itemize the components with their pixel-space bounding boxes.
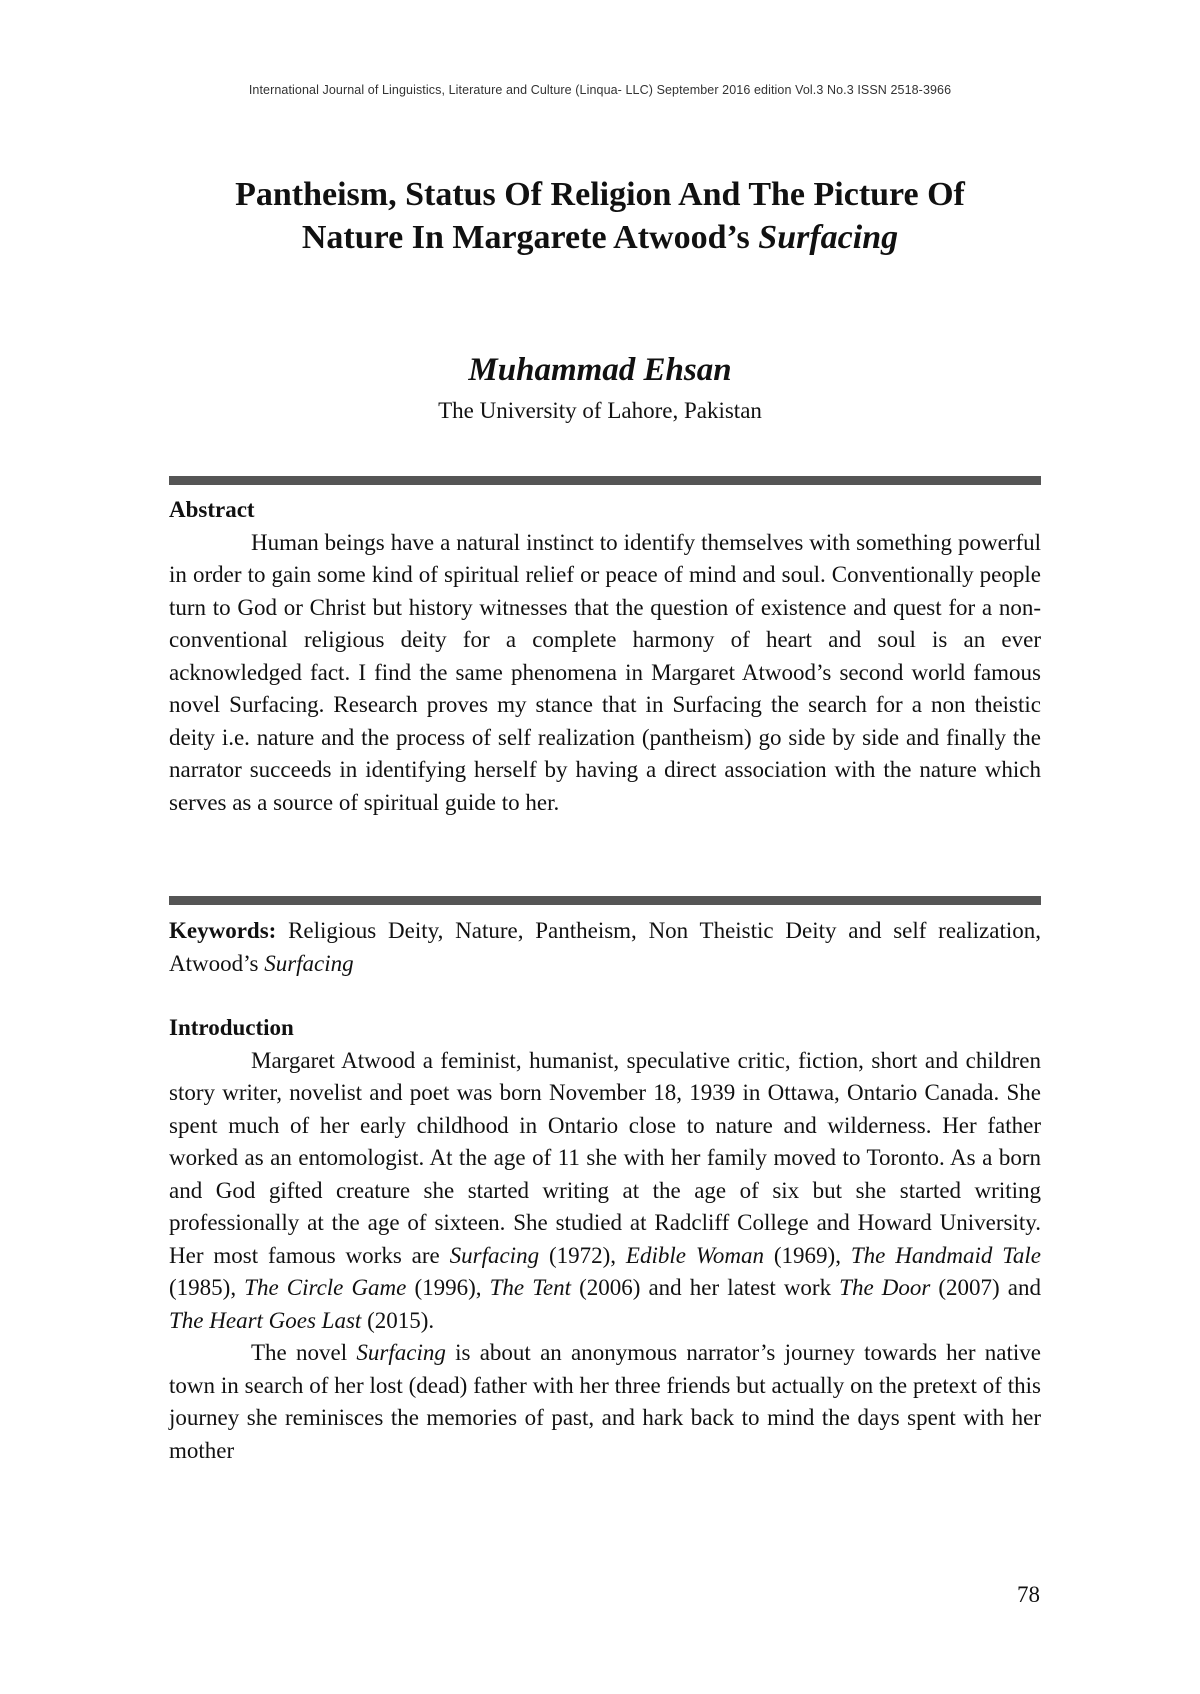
text-run: (1969), (764, 1242, 851, 1268)
title-line-1: Pantheism, Status Of Religion And The Picture Of (235, 176, 965, 213)
introduction-heading: Introduction (169, 1015, 294, 1040)
abstract-text: Human beings have a natural instinct to identify themselves with something powerful in order to gain some kind of spiritual relief or peace of mind and soul. Conventionally people turn to God or Christ but history witnesses that the question of existence and quest for a non-conventional religious deity for a complete harmony of heart and soul is an ever acknowledged fact. I find the same phenomena in Margaret Atwood’s second world famous novel Surfacing. Research proves my stance that in Surfacing the search for a non theistic deity i.e. nature and the process of self realization (pantheism) go side by side and finally the narrator succeeds in identifying herself by having a direct association with the nature which serves as a source of spiritual guide to her. (169, 529, 1041, 815)
abstract-heading: Abstract (169, 497, 255, 522)
keywords-text (169, 915, 1041, 980)
author-name: Muhammad Ehsan (468, 352, 732, 388)
keywords-label: Keywords: (169, 918, 277, 943)
text-run: Margaret Atwood a feminist, humanist, speculative critic, fiction, short and children story writer, novelist and poet was born November 18, 1939 in Ottawa, Ontario Canada. She spent much of her early childhood in Ontario close to nature and wilderness. Her father worked as an entomologist. At the age of 11 she with her family moved to Toronto. As a born and God gifted creature she started writing at the age of six but she started writing professionally at the age of sixteen. She studied at Radcliff College and Howard University. Her most famous works are (169, 1047, 1041, 1268)
keywords-list: Religious Deity, Nature, Pantheism, Non Theistic Deity and self realization, Atwood’s (169, 918, 1041, 976)
text-run: (1996), (406, 1275, 490, 1300)
italic-title: The Tent (489, 1275, 571, 1300)
paper-title (150, 173, 1050, 259)
italic-title: Edible Woman (625, 1242, 764, 1268)
text-run: (1972), (539, 1242, 626, 1268)
text-run: (2007) and (930, 1275, 1041, 1300)
title-line-2-text: Nature In Margarete Atwood’s (301, 219, 759, 256)
italic-title: The Handmaid Tale (850, 1242, 1041, 1268)
keywords-italic: Surfacing (264, 950, 354, 976)
text-run: The novel (251, 1340, 357, 1365)
abstract-top-rule (169, 476, 1041, 485)
text-run: (1985), (169, 1275, 245, 1300)
text-run: (2015). (361, 1307, 435, 1333)
introduction-paragraph-2 (169, 1337, 1041, 1467)
introduction-section (169, 1012, 1041, 1467)
italic-title: The Heart Goes Last (169, 1307, 362, 1333)
text-run: is about an anonymous narrator’s journey towards her native town in search of her lost (dead) father with her three friends but actually on the pretext of this journey she reminisces the memories of past, and hark back to mind the days spent with her mother (169, 1340, 1042, 1463)
author-affiliation: The University of Lahore, Pakistan (438, 398, 762, 423)
title-line-2 (150, 216, 1050, 259)
text-run: (2006) and her latest work (570, 1275, 840, 1300)
italic-title: The Circle Game (244, 1275, 407, 1300)
journal-header: International Journal of Linguistics, Literature and Culture (Linqua- LLC) September 2016 edition Vol.3 No.3 ISSN 2518-3966 (248, 83, 952, 97)
italic-title: The Door (839, 1275, 931, 1300)
keywords-section (169, 915, 1041, 980)
abstract-section (169, 494, 1041, 819)
italic-title: Surfacing (449, 1242, 540, 1268)
introduction-paragraph-1 (169, 1045, 1041, 1338)
abstract-bottom-rule (169, 896, 1041, 905)
italic-title: Surfacing (356, 1340, 446, 1365)
page-number: 78 (1017, 1582, 1040, 1607)
title-novel-name: Surfacing (758, 219, 899, 256)
